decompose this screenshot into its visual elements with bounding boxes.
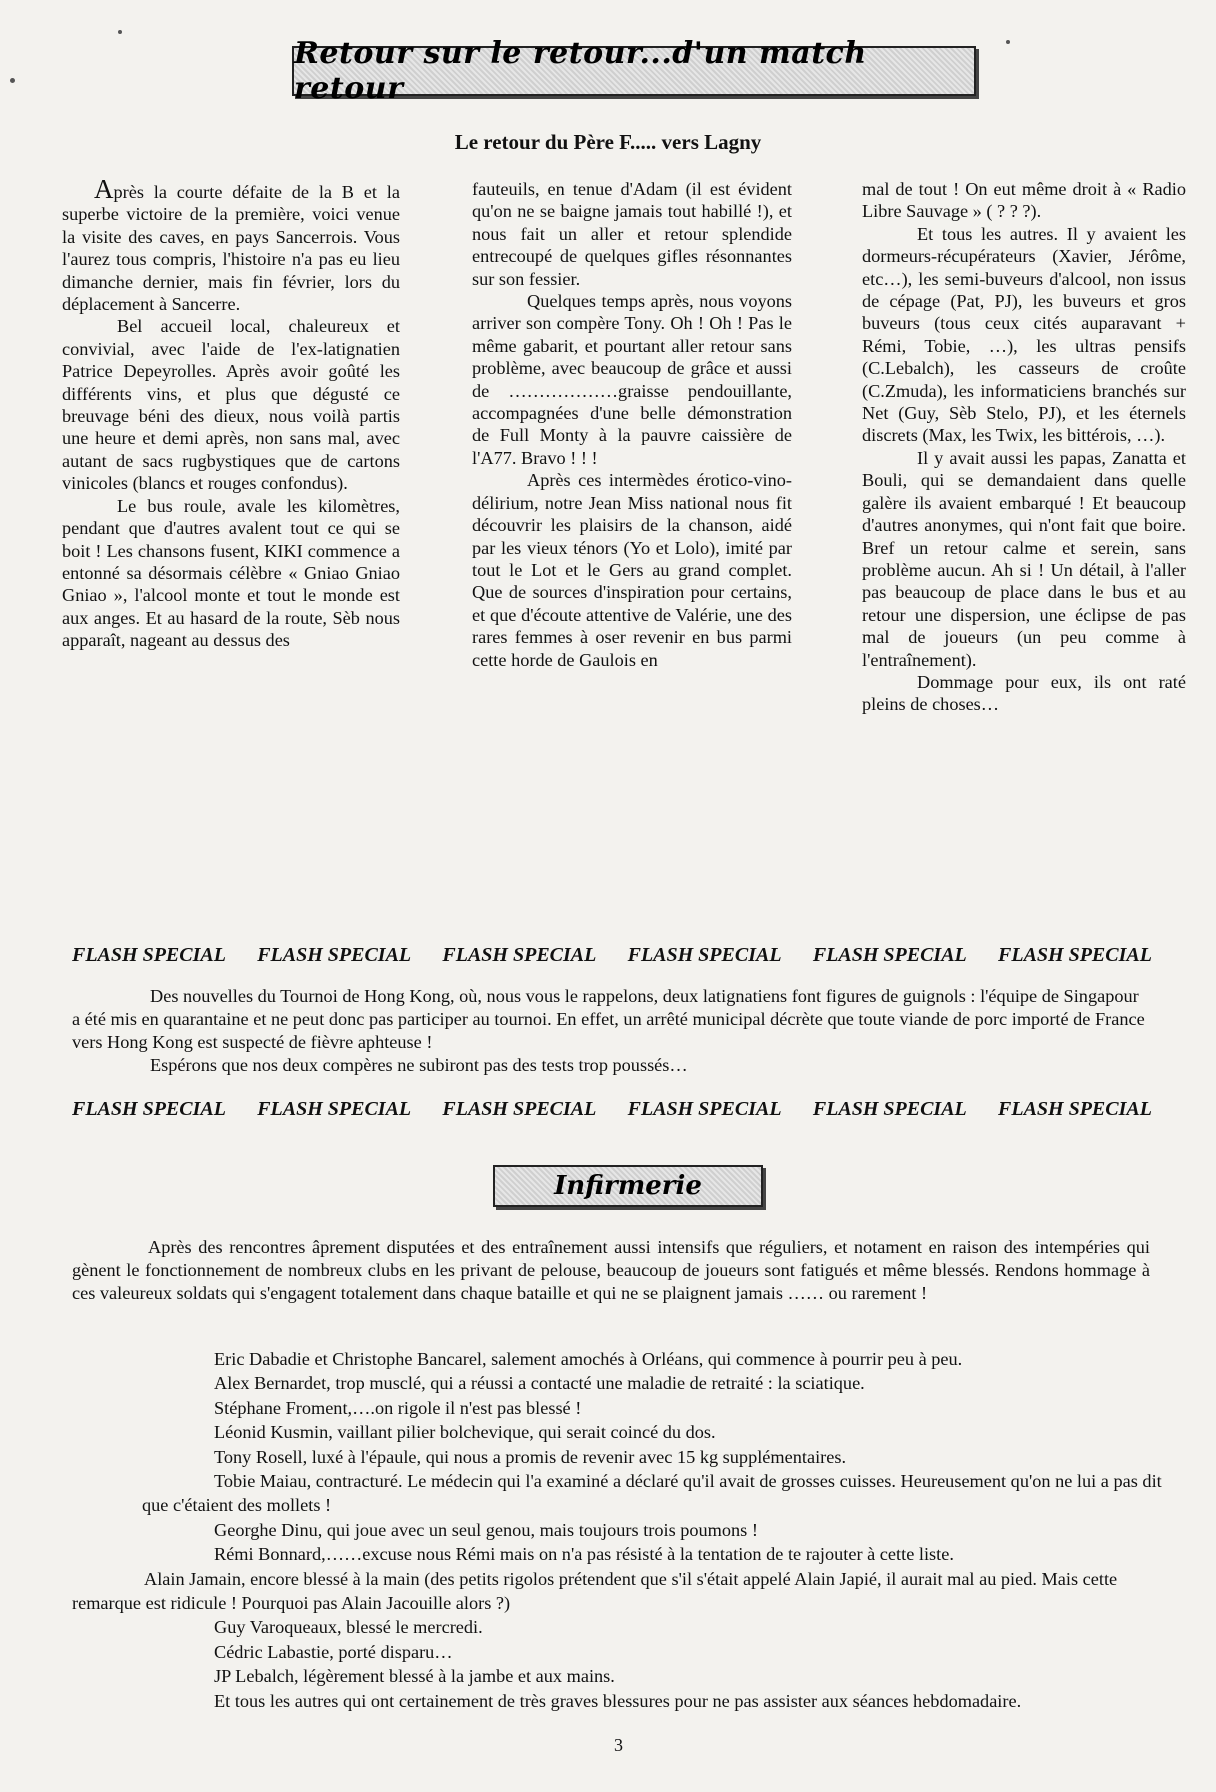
list-item: Rémi Bonnard,……excuse nous Rémi mais on n'a pas résisté à la tentation de te rajouter à cette liste. [214,1544,954,1565]
paragraph [62,174,400,315]
paragraph: Dommage pour eux, ils ont raté pleins de choses… [862,671,1186,715]
list-item: Guy Varoqueaux, blessé le mercredi. [214,1617,483,1638]
infirmerie-intro [72,1236,1150,1305]
article-column-1 [62,174,400,652]
flash-banner-top [72,944,1152,967]
flash-label: FLASH SPECIAL [442,1098,597,1120]
flash-label: FLASH SPECIAL [812,1098,967,1120]
flash-banner-bottom [72,1098,1152,1121]
flash-label: FLASH SPECIAL [72,1098,226,1120]
list-item: Stéphane Froment,….on rigole il n'est pas blessé ! [214,1397,582,1418]
paragraph: fauteuils, en tenue d'Adam (il est évident qu'on ne se baigne jamais tout habillé !), et nous fait un aller et retour splendide entrecoupé de quelques gifles résonnantes sur son fessier. [472,179,792,289]
article-title-box [292,36,976,106]
flash-label: FLASH SPECIAL [442,944,597,966]
list-item: Alex Bernardet, trop musclé, qui a réussi a contacté une maladie de retraité : la sciatique. [214,1373,865,1394]
flash-label: FLASH SPECIAL [998,944,1152,966]
flash-label: FLASH SPECIAL [257,944,412,966]
list-item: Eric Dabadie et Christophe Bancarel, salement amochés à Orléans, qui commence à pourrir peu à peu. [214,1349,963,1369]
page-number: 3 [614,1735,623,1755]
paragraph: Après des rencontres âprement disputées et des entraînement aussi intensifs que réguliers, et notament en raison des intempéries qui gènent le fonctionnement de nombreux clubs en les privant de pelouse, beaucoup de joueurs sont fatigués et même blessés. Rendons hommage à ces valeureux soldats qui s'engagent totalement dans chaque bataille et qui ne se plaignent jamais …… ou rarement ! [72,1237,1150,1303]
list-item: JP Lebalch, légèrement blessé à la jambe et aux mains. [214,1666,615,1687]
paragraph: Espérons que nos deux compères ne subiront pas des tests trop poussés… [150,1055,688,1075]
flash-label: FLASH SPECIAL [627,1098,782,1120]
article-title: Retour sur le retour...d'un match retour [294,36,867,106]
list-item: Alain Jamain, encore blessé à la main (des petits rigolos prétendent que s'il s'était appelé Alain Japié, il aurait mal au pied. Mais cette remarque est ridicule ! Pourquoi pas Alain Jacouille alors ?) [72,1568,1118,1614]
ink-speck [118,30,122,34]
list-item: Cédric Labastie, porté disparu… [214,1641,453,1662]
paragraph: Le bus roule, avale les kilomètres, pendant que d'autres avalent tout ce qui se boit ! Les chansons fusent, KIKI commence a entonné sa désormais célèbre « Gniao Gniao Gniao », l'alcool monte et tout le monde est aux anges. Et au hasard de la route, Sèb nous apparaît, nageant au dessus des [62,495,400,651]
flash-label: FLASH SPECIAL [627,944,782,966]
paragraph: Bel accueil local, chaleureux et convivial, avec l'aide de l'ex-latignatien Patrice Depeyrolles. Après avoir goûté les différents vins, et plus que dégusté ce breuvage béni des dieux, nous voilà partis une heure et demi après, non sans mal, avec autant de sacs rugbystiques que de cartons vinicoles (blancs et rouges confondus). [62,316,400,494]
list-item: Tobie Maiau, contracturé. Le médecin qui l'a examiné a déclaré qu'il avait de grosses cuisses. Heureusement qu'on ne lui a pas dit que c'étaient des mollets ! [142,1471,1162,1516]
article-column-3 [862,178,1186,716]
article-column-2 [472,178,792,671]
flash-text [72,985,1150,1077]
list-item: Léonid Kusmin, vaillant pilier bolchevique, qui serait coincé du dos. [214,1422,716,1443]
paragraph: Quelques temps après, nous voyons arriver son compère Tony. Oh ! Oh ! Pas le même gabarit, et pourtant aller retour sans problème, avec beaucoup de grâce et aussi de ………………graisse pendouillante, accompagnées d'une belle démonstration de Full Monty à la pauvre caissière de l'A77. Bravo ! ! ! [472,291,792,468]
flash-label: FLASH SPECIAL [812,944,967,966]
infirmerie-title-box [493,1165,763,1207]
paragraph: Après ces intermèdes érotico-vino-délirium, notre Jean Miss national nous fit découvrir les plaisirs de la chanson, aidé par les vieux ténors (Yo et Lolo), imité par tout le Lot et le Gers au grand complet. Que de sources d'inspiration pour certains, et que d'écoute attentive de Valérie, une des rares femmes à oser revenir en bus parmi cette horde de Gaulois en [472,470,792,670]
ink-speck [10,78,15,83]
flash-label: FLASH SPECIAL [72,944,226,966]
list-item: Et tous les autres qui ont certainement de très graves blessures pour ne pas assister aux séances hebdomadaire. [214,1690,1022,1711]
list-item: Georghe Dinu, qui joue avec un seul genou, mais toujours trois poumons ! [214,1519,758,1540]
injury-list [72,1347,1178,1713]
paragraph: Et tous les autres. Il y avaient les dormeurs-récupérateurs (Xavier, Jérôme, etc…), les semi-buveurs d'alcool, non issus de cépage (Pat, PJ), les buveurs et gros buveurs (tous ceux cités auparavant + Rémi, Tobie, …), les ultras pensifs (C.Lebalch), les casseurs de croûte (C.Zmuda), les informaticiens branchés sur Net (Guy, Sèb Stelo, PJ), et les éternels discrets (Max, les Twix, les bittérois, …). [862,223,1186,446]
flash-label: FLASH SPECIAL [998,1098,1152,1120]
paragraph: Des nouvelles du Tournoi de Hong Kong, où, nous vous le rappelons, deux latignatiens font figures de guignols : l'équipe de Singapour a été mis en quarantaine et ne peut donc pas participer au tournoi. En effet, un arrêté municipal décrète que toute viande de porc importé de France vers Hong Kong est suspecté de fièvre aphteuse ! [72,986,1145,1052]
flash-label: FLASH SPECIAL [257,1098,412,1120]
paragraph: mal de tout ! On eut même droit à « Radio Libre Sauvage » ( ? ? ?). [862,179,1186,222]
article-subtitle: Le retour du Père F..... vers Lagny [454,130,762,154]
drop-cap: A [94,174,114,204]
list-item: Tony Rosell, luxé à l'épaule, qui nous a promis de revenir avec 15 kg supplémentaires. [214,1446,847,1467]
paragraph-text: près la courte défaite de la B et la superbe victoire de la première, voici venue la visite des caves, en pays Sancerrois. Vous l'aurez tous compris, l'histoire n'a pas eu lieu dimanche dernier, mais fin février, lors du déplacement à Sancerre. [62,182,400,315]
ink-speck [1006,40,1010,44]
paragraph: Il y avait aussi les papas, Zanatta et Bouli, qui se demandaient dans quelle galère ils avaient embarqué ! Et beaucoup d'autres anonymes, qui n'ont fait que boire. Bref un retour calme et serein, sans problème aucun. Ah si ! Un détail, à l'aller pas beaucoup de place dans le bus et au retour une dispersion, une éclipse de pas mal de joueurs (un peu comme à l'entraînement). [862,447,1186,670]
infirmerie-title: Infirmerie [554,1171,702,1201]
